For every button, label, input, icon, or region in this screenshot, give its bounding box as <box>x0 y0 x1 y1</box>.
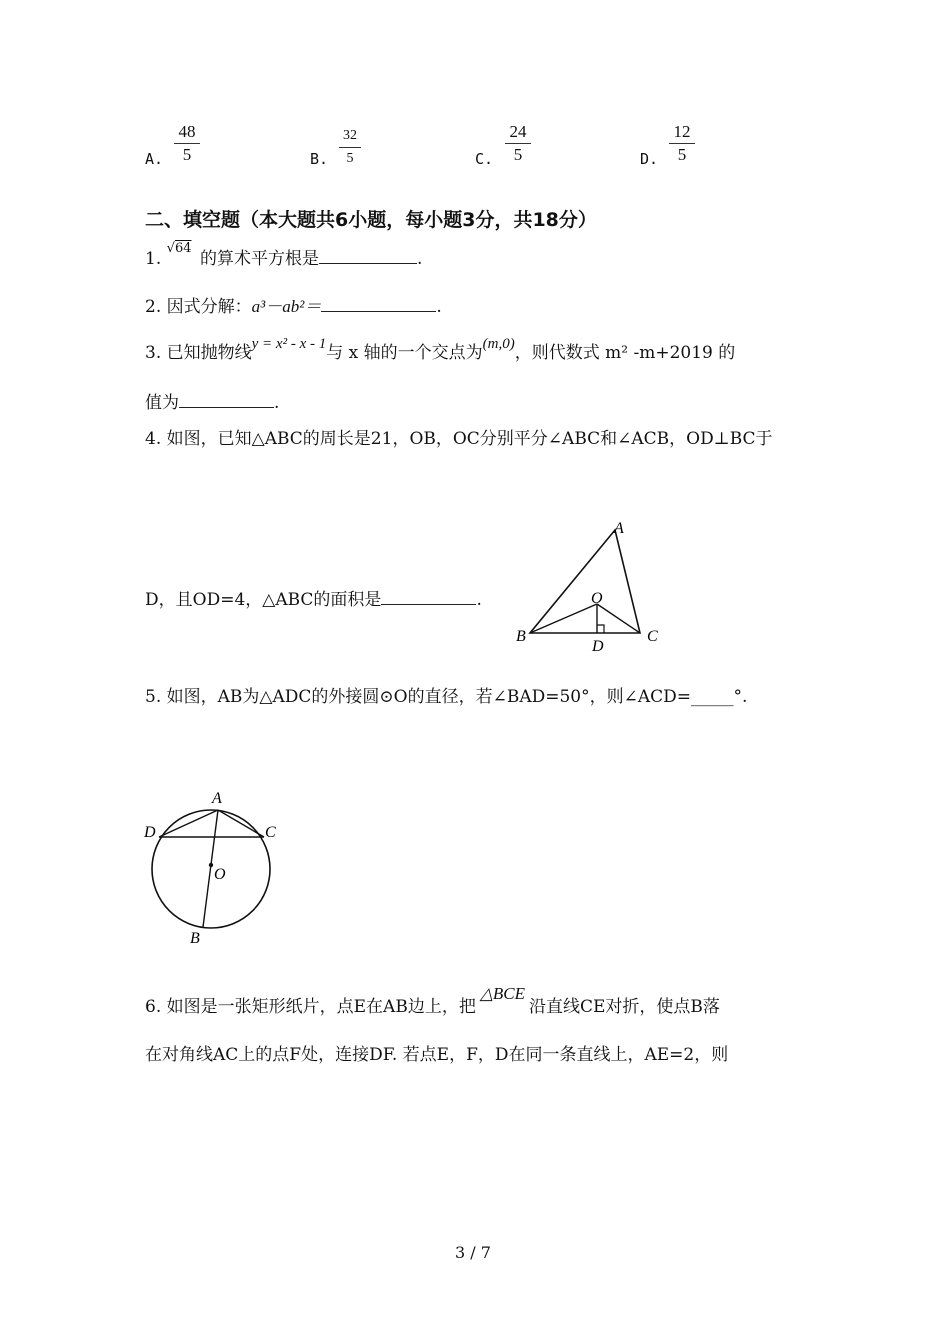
option-d-fraction <box>669 122 695 165</box>
q5-end: °. <box>733 687 748 707</box>
q6-triangle: △BCE <box>479 984 526 1003</box>
option-b-fraction <box>339 126 361 169</box>
q3-formula: y = x² - x - 1 <box>251 336 327 352</box>
option-a-letter: A. <box>145 150 164 168</box>
segment-ob <box>530 604 597 633</box>
option-a-denominator: 5 <box>182 145 192 164</box>
label-c: C <box>647 628 658 645</box>
q4-number: 4. <box>145 429 162 449</box>
label-c: C <box>265 824 276 841</box>
q1-number: 1. <box>145 249 162 269</box>
label-d: D <box>592 638 604 655</box>
q5-number: 5. <box>145 687 162 707</box>
question-4 <box>145 424 773 449</box>
question-1 <box>145 241 423 269</box>
q2-end: . <box>436 297 442 317</box>
q2-prefix: 因式分解： <box>166 297 252 317</box>
q4-line2: D，且OD=4，△ABC的面积是 <box>145 590 382 610</box>
label-b: B <box>516 628 526 645</box>
q3-line2: 值为 <box>145 393 179 413</box>
label-o: O <box>214 866 226 883</box>
question-6 <box>145 984 720 1017</box>
option-c-fraction <box>505 122 531 165</box>
q3-end: . <box>274 393 280 413</box>
q4-end: . <box>476 590 482 610</box>
q6-line1a: 如图是一张矩形纸片，点E在AB边上，把 <box>166 997 476 1017</box>
q3-number: 3. <box>145 343 162 363</box>
q6-number: 6. <box>145 997 162 1017</box>
q1-end: . <box>417 249 423 269</box>
option-c-letter: C. <box>475 150 494 168</box>
label-d: D <box>144 824 156 841</box>
q4-answer-blank[interactable] <box>381 590 476 605</box>
question-4-line2 <box>145 585 482 610</box>
q3-point: (m,0) <box>482 336 515 352</box>
q1-sqrt: √64 <box>166 241 192 256</box>
q1-sqrt-radicand: 64 <box>174 241 192 256</box>
question-6-line2: 在对角线AC上的点F处，连接DF. 若点E，F，D在同一条直线上，AE=2，则 <box>145 1045 729 1065</box>
question-3 <box>145 338 735 363</box>
q3-suffix: ，则代数式 m² -m+2019 的 <box>514 343 736 363</box>
q5-answer-blank[interactable]: _____ <box>691 687 734 707</box>
option-a-fraction <box>174 122 200 165</box>
option-b-letter: B. <box>310 150 329 168</box>
label-b: B <box>190 930 200 947</box>
question-2 <box>145 292 442 317</box>
triangle-abc <box>530 530 640 633</box>
option-b-denominator: 5 <box>346 151 354 166</box>
question-3-line2 <box>145 388 279 413</box>
option-b-numerator: 32 <box>343 128 357 143</box>
option-d-numerator: 12 <box>673 122 691 141</box>
option-d-denominator: 5 <box>677 145 687 164</box>
q2-expression: a³－ab²＝ <box>251 297 322 316</box>
q3-answer-blank[interactable] <box>179 393 274 408</box>
q3-mid: 与 x 轴的一个交点为 <box>326 343 483 363</box>
q6-line1b: 沿直线CE对折，使点B落 <box>529 997 720 1017</box>
q4-line1: 如图，已知△ABC的周长是21，OB，OC分别平分∠ABC和∠ACB，OD⊥BC于 <box>166 429 773 449</box>
label-a: A <box>614 520 624 537</box>
q5-circle-figure <box>140 785 290 950</box>
page-number: 3 / 7 <box>455 1243 491 1262</box>
q1-text: 的算术平方根是 <box>200 249 320 269</box>
q2-number: 2. <box>145 297 162 317</box>
q3-prefix: 已知抛物线 <box>166 343 252 363</box>
label-a: A <box>212 790 222 807</box>
option-a-numerator: 48 <box>178 122 196 141</box>
option-d-letter: D. <box>640 150 659 168</box>
section-heading: 二、填空题（本大题共6小题，每小题3分，共18分） <box>145 209 597 231</box>
option-c-denominator: 5 <box>513 145 523 164</box>
center-o-dot <box>209 863 213 867</box>
question-5 <box>145 682 747 707</box>
q4-triangle-figure <box>505 515 675 655</box>
q1-answer-blank[interactable] <box>319 249 417 264</box>
option-c-numerator: 24 <box>509 122 527 141</box>
q2-answer-blank[interactable] <box>321 297 436 312</box>
label-o: O <box>591 590 603 607</box>
q5-text: 如图，AB为△ADC的外接圆⊙O的直径，若∠BAD=50°，则∠ACD= <box>166 687 692 707</box>
right-angle-mark <box>597 625 604 633</box>
chord-ca <box>218 810 264 837</box>
